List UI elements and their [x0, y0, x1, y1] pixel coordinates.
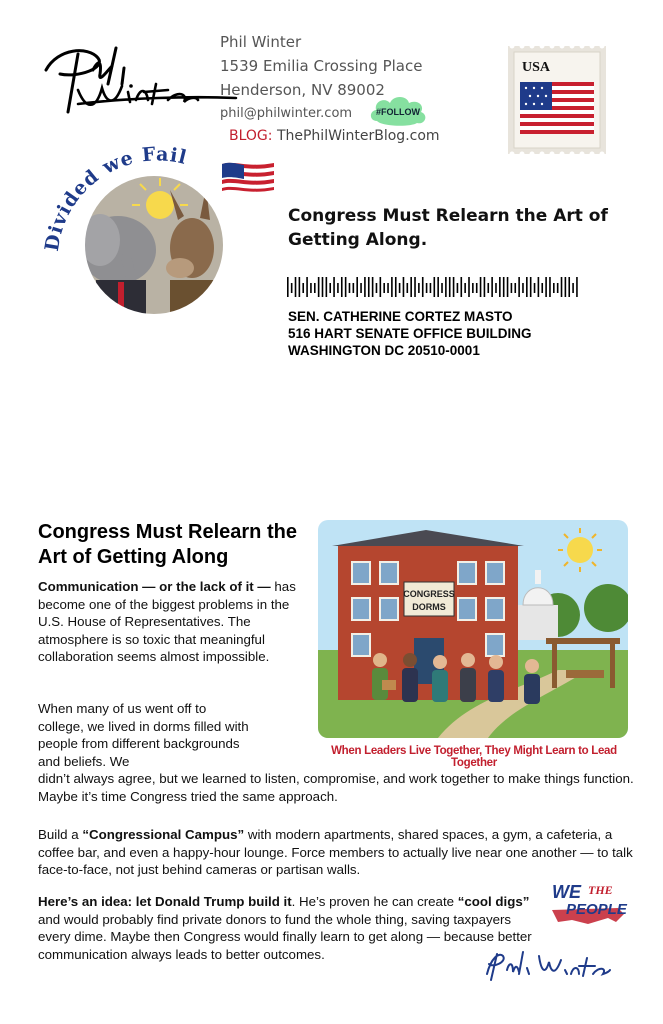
- barcode-bar: [530, 277, 532, 297]
- barcode-bar: [576, 277, 578, 297]
- barcode-bar: [453, 277, 455, 297]
- illustration-caption: When Leaders Live Together, They Might Learn to Lead Together: [331, 745, 617, 769]
- barcode-bar: [484, 277, 486, 297]
- postal-barcode: [287, 277, 580, 297]
- barcode-bar: [314, 283, 316, 293]
- barcode-bar: [526, 277, 528, 297]
- barcode-bar: [572, 283, 574, 293]
- article-title: Congress Must Relearn the Art of Getting Along: [38, 521, 297, 568]
- barcode-bar: [538, 277, 540, 297]
- barcode-bar: [541, 283, 543, 293]
- p3-text-a: Build a: [38, 827, 83, 842]
- barcode-bar: [545, 277, 547, 297]
- barcode-bar: [349, 283, 351, 293]
- barcode-bar: [441, 283, 443, 293]
- handwritten-signature: [483, 948, 611, 982]
- barcode-bar: [353, 283, 355, 293]
- p3-bold: “Congressional Campus”: [82, 827, 245, 842]
- barcode-bar: [557, 283, 559, 293]
- p4-text-b: and would probably find private donors to fund the whole thing, saving taxpayers every dime. Maybe then Congress would finally learn to get along — because better communication always leads to better outcomes.: [38, 911, 532, 962]
- us-flag-icon: [220, 160, 276, 194]
- article-paragraph-3: [38, 826, 638, 879]
- p4-bold-1: Here’s an idea: let Donald Trump build it: [38, 894, 292, 909]
- dorm-sign-line-2: DORMS: [412, 602, 446, 612]
- article-paragraph-4: [38, 893, 538, 963]
- p4-bold-2: “cool digs”: [457, 894, 530, 909]
- sender-email[interactable]: phil@philwinter.com: [220, 106, 353, 121]
- wtp-we: WE: [552, 882, 581, 902]
- follow-badge-label: #FOLLOW: [376, 107, 420, 117]
- barcode-bar: [399, 283, 401, 293]
- barcode-bar: [376, 283, 378, 293]
- barcode-bar: [422, 277, 424, 297]
- barcode-bar: [287, 277, 289, 297]
- barcode-bar: [380, 277, 382, 297]
- barcode-bar: [445, 277, 447, 297]
- barcode-bar: [568, 277, 570, 297]
- article-paragraph-1: [38, 578, 298, 666]
- p1-bold: Communication — or the lack of it —: [38, 579, 271, 594]
- barcode-bar: [430, 283, 432, 293]
- recipient-line-2: 516 HART SENATE OFFICE BUILDING: [288, 326, 532, 341]
- barcode-bar: [291, 283, 293, 293]
- barcode-bar: [518, 277, 520, 297]
- barcode-bar: [534, 283, 536, 293]
- barcode-bar: [364, 277, 366, 297]
- sender-name: Phil Winter: [220, 33, 302, 51]
- barcode-bar: [410, 277, 412, 297]
- barcode-bar: [561, 277, 563, 297]
- barcode-bar: [333, 277, 335, 297]
- barcode-bar: [503, 277, 505, 297]
- barcode-bar: [337, 283, 339, 293]
- barcode-bar: [341, 277, 343, 297]
- barcode-bar: [426, 283, 428, 293]
- barcode-bar: [391, 277, 393, 297]
- barcode-bar: [457, 283, 459, 293]
- barcode-bar: [468, 277, 470, 297]
- barcode-bar: [553, 283, 555, 293]
- blog-label: BLOG:: [229, 128, 273, 144]
- barcode-bar: [565, 277, 567, 297]
- sender-city: Henderson, NV 89002: [220, 81, 385, 99]
- barcode-bar: [302, 283, 304, 293]
- barcode-bar: [434, 277, 436, 297]
- letter-headline: Congress Must Relearn the Art of Getting Along.: [288, 206, 608, 250]
- blog-url[interactable]: ThePhilWinterBlog.com: [276, 128, 440, 144]
- recipient-line-3: WASHINGTON DC 20510-0001: [288, 343, 480, 358]
- p1-text: has become one of the biggest problems in the U.S. House of Representatives. The atmosphere is so toxic that meaningful collaboration seems almost impossible.: [38, 579, 296, 664]
- p2-lead: When many of us went off to college, we lived in dorms filled with people from different backgrounds and beliefs. We: [38, 701, 249, 769]
- barcode-bar: [449, 277, 451, 297]
- phil-winter-signature-logo: [38, 40, 238, 120]
- sender-street: 1539 Emilia Crossing Place: [220, 57, 423, 75]
- barcode-bar: [491, 277, 493, 297]
- congress-dorms-illustration: [318, 520, 628, 738]
- recipient-address: [288, 308, 532, 359]
- wtp-people: PEOPLE: [566, 901, 627, 918]
- barcode-bar: [329, 283, 331, 293]
- barcode-bar: [418, 283, 420, 293]
- barcode-bar: [480, 277, 482, 297]
- barcode-bar: [514, 283, 516, 293]
- barcode-bar: [487, 283, 489, 293]
- barcode-bar: [460, 277, 462, 297]
- barcode-bar: [299, 277, 301, 297]
- barcode-bar: [407, 283, 409, 293]
- barcode-bar: [549, 277, 551, 297]
- we-the-people-logo: [548, 878, 632, 928]
- wtp-the: THE: [588, 883, 613, 897]
- barcode-bar: [372, 277, 374, 297]
- barcode-bar: [383, 283, 385, 293]
- barcode-bar: [318, 277, 320, 297]
- barcode-bar: [387, 283, 389, 293]
- barcode-bar: [495, 283, 497, 293]
- barcode-bar: [499, 277, 501, 297]
- stamp-country-label: USA: [522, 60, 551, 75]
- barcode-bar: [368, 277, 370, 297]
- barcode-bar: [322, 277, 324, 297]
- barcode-bar: [414, 277, 416, 297]
- barcode-bar: [345, 277, 347, 297]
- barcode-bar: [507, 277, 509, 297]
- usa-stamp: [508, 46, 606, 154]
- stamp-flag: [520, 82, 594, 134]
- barcode-bar: [403, 277, 405, 297]
- barcode-bar: [360, 283, 362, 293]
- p2-text: didn’t always agree, but we learned to listen, compromise, and work together to make things function. Maybe it’s time Congress tried the same approach.: [38, 771, 634, 804]
- p3-text-b: with modern apartments, shared spaces, a gym, a cafeteria, a coffee bar, and even a happy-hour lounge. Force members to actually live near one another — to talk face-to-face, not just behind cameras or partisan walls.: [38, 827, 633, 877]
- follow-badge[interactable]: [367, 93, 429, 127]
- recipient-line-1: SEN. CATHERINE CORTEZ MASTO: [288, 309, 513, 324]
- barcode-bar: [310, 283, 312, 293]
- barcode-bar: [472, 283, 474, 293]
- p4-text-a: . He’s proven he can create: [291, 894, 458, 909]
- barcode-bar: [306, 277, 308, 297]
- barcode-bar: [511, 283, 513, 293]
- barcode-bar: [464, 283, 466, 293]
- barcode-bar: [295, 277, 297, 297]
- badge-slogan: Divided we Fail: [40, 143, 190, 253]
- barcode-bar: [395, 277, 397, 297]
- barcode-bar: [476, 283, 478, 293]
- barcode-bar: [356, 277, 358, 297]
- dorm-sign-line-1: CONGRESS: [403, 589, 455, 599]
- barcode-bar: [522, 283, 524, 293]
- barcode-bar: [326, 277, 328, 297]
- barcode-bar: [437, 277, 439, 297]
